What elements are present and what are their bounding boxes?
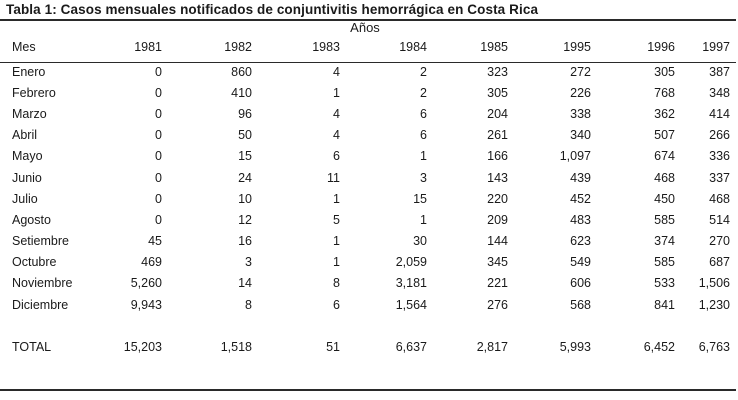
bottom-rule (0, 389, 736, 391)
table-row (0, 273, 736, 294)
month-label: Junio (12, 170, 42, 185)
table-row (0, 167, 736, 188)
table-cell: 1 (333, 191, 340, 206)
table-cell: 3 (420, 170, 427, 185)
table-cell: 4 (333, 106, 340, 121)
table-cell: 345 (487, 255, 508, 270)
cases-table (0, 40, 736, 358)
table-cell: 6 (333, 149, 340, 164)
table-cell: 0 (155, 128, 162, 143)
table-cell: 0 (155, 149, 162, 164)
total-row (0, 336, 736, 358)
month-label: Mayo (12, 149, 43, 164)
table-cell: 414 (709, 106, 730, 121)
table-title: Tabla 1: Casos mensuales notificados de conjuntivitis hemorrágica en Costa Rica (6, 2, 539, 17)
table-cell: 374 (654, 234, 675, 249)
table-cell: 0 (155, 170, 162, 185)
table-cell: 221 (487, 276, 508, 291)
table-cell: 204 (487, 106, 508, 121)
table-cell: 1 (420, 149, 427, 164)
table-cell: 272 (570, 64, 591, 79)
table-cell: 15 (238, 149, 252, 164)
total-cell: 51 (326, 340, 340, 355)
table-cell: 337 (709, 170, 730, 185)
table-cell: 606 (570, 276, 591, 291)
table-cell: 468 (709, 191, 730, 206)
table-cell: 143 (487, 170, 508, 185)
table-cell: 362 (654, 106, 675, 121)
table-cell: 3,181 (395, 276, 427, 291)
month-label: Diciembre (12, 297, 69, 312)
table-cell: 45 (148, 234, 162, 249)
month-label: Abril (12, 128, 38, 143)
table-row (0, 209, 736, 230)
table-cell: 4 (333, 64, 340, 79)
table-cell: 305 (487, 85, 508, 100)
table-row (0, 61, 736, 82)
column-header-year: 1996 (647, 40, 675, 54)
table-cell: 5,260 (130, 276, 162, 291)
table-cell: 8 (245, 297, 252, 312)
month-label: Julio (12, 191, 38, 206)
month-label: Agosto (12, 212, 51, 227)
table-cell: 483 (570, 212, 591, 227)
table-cell: 3 (245, 255, 252, 270)
table-cell: 1,506 (698, 276, 730, 291)
total-cell: 2,817 (476, 340, 508, 355)
table-cell: 1 (420, 212, 427, 227)
column-header-year: 1985 (480, 40, 508, 54)
total-cell: 6,637 (395, 340, 427, 355)
table-cell: 276 (487, 297, 508, 312)
table-cell: 0 (155, 212, 162, 227)
table-cell: 507 (654, 128, 675, 143)
table-cell: 1,097 (559, 149, 591, 164)
table-cell: 860 (231, 64, 252, 79)
table-cell: 266 (709, 128, 730, 143)
table-cell: 768 (654, 85, 675, 100)
month-label: Setiembre (12, 234, 69, 249)
table-cell: 1,564 (395, 297, 427, 312)
table-cell: 387 (709, 64, 730, 79)
table-cell: 2 (420, 85, 427, 100)
column-header-year: 1983 (312, 40, 340, 54)
table-cell: 410 (231, 85, 252, 100)
column-header-year: 1997 (702, 40, 730, 54)
table-row (0, 294, 736, 315)
table-cell: 450 (654, 191, 675, 206)
table-row (0, 82, 736, 103)
table-cell: 585 (654, 255, 675, 270)
table-cell: 0 (155, 85, 162, 100)
table-cell: 1,230 (698, 297, 730, 312)
table-row (0, 125, 736, 146)
table-row (0, 103, 736, 124)
total-cell: 1,518 (220, 340, 252, 355)
table-cell: 8 (333, 276, 340, 291)
table-cell: 209 (487, 212, 508, 227)
total-cell: 15,203 (123, 340, 162, 355)
table-row (0, 188, 736, 209)
table-cell: 24 (238, 170, 252, 185)
table-cell: 9,943 (130, 297, 162, 312)
table-cell: 452 (570, 191, 591, 206)
month-label: Marzo (12, 106, 47, 121)
table-cell: 469 (141, 255, 162, 270)
table-cell: 50 (238, 128, 252, 143)
column-header-year: 1984 (399, 40, 427, 54)
table-cell: 220 (487, 191, 508, 206)
column-header-year: 1981 (134, 40, 162, 54)
table-cell: 568 (570, 297, 591, 312)
table-cell: 674 (654, 149, 675, 164)
total-label: TOTAL (12, 340, 52, 355)
table-cell: 30 (413, 234, 427, 249)
table-cell: 585 (654, 212, 675, 227)
table-cell: 0 (155, 64, 162, 79)
table-cell: 5 (333, 212, 340, 227)
table-cell: 0 (155, 191, 162, 206)
table-cell: 6 (420, 128, 427, 143)
table-cell: 6 (420, 106, 427, 121)
table-cell: 348 (709, 85, 730, 100)
table-cell: 16 (238, 234, 252, 249)
table-cell: 15 (413, 191, 427, 206)
table-cell: 439 (570, 170, 591, 185)
table-cell: 96 (238, 106, 252, 121)
table-cell: 549 (570, 255, 591, 270)
table-cell: 340 (570, 128, 591, 143)
table-cell: 841 (654, 297, 675, 312)
table-cell: 2,059 (395, 255, 427, 270)
table-cell: 2 (420, 64, 427, 79)
spacer-row (0, 315, 736, 336)
table-cell: 166 (487, 149, 508, 164)
month-label: Octubre (12, 255, 57, 270)
table-cell: 14 (238, 276, 252, 291)
column-header-year: 1982 (224, 40, 252, 54)
month-label: Noviembre (12, 276, 73, 291)
table-row (0, 231, 736, 252)
years-header: Años (350, 20, 380, 35)
table-cell: 1 (333, 234, 340, 249)
table-cell: 687 (709, 255, 730, 270)
table-cell: 270 (709, 234, 730, 249)
table-cell: 468 (654, 170, 675, 185)
table-cell: 226 (570, 85, 591, 100)
table-cell: 4 (333, 128, 340, 143)
table-cell: 0 (155, 106, 162, 121)
month-label: Enero (12, 64, 46, 79)
table-cell: 305 (654, 64, 675, 79)
table-cell: 533 (654, 276, 675, 291)
total-cell: 5,993 (559, 340, 591, 355)
table-cell: 144 (487, 234, 508, 249)
table-cell: 1 (333, 85, 340, 100)
table-cell: 323 (487, 64, 508, 79)
table-cell: 336 (709, 149, 730, 164)
column-header-year: 1995 (563, 40, 591, 54)
table-cell: 261 (487, 128, 508, 143)
table-cell: 12 (238, 212, 252, 227)
total-cell: 6,452 (643, 340, 675, 355)
table-cell: 10 (238, 191, 252, 206)
table-cell: 623 (570, 234, 591, 249)
table-cell: 6 (333, 297, 340, 312)
table-row (0, 146, 736, 167)
table-cell: 1 (333, 255, 340, 270)
table-row (0, 252, 736, 273)
header-row (0, 40, 736, 61)
table-cell: 514 (709, 212, 730, 227)
table-cell: 338 (570, 106, 591, 121)
total-cell: 6,763 (698, 340, 730, 355)
table-cell: 11 (327, 170, 340, 185)
month-label: Febrero (12, 85, 56, 100)
column-header-mes: Mes (12, 40, 36, 54)
